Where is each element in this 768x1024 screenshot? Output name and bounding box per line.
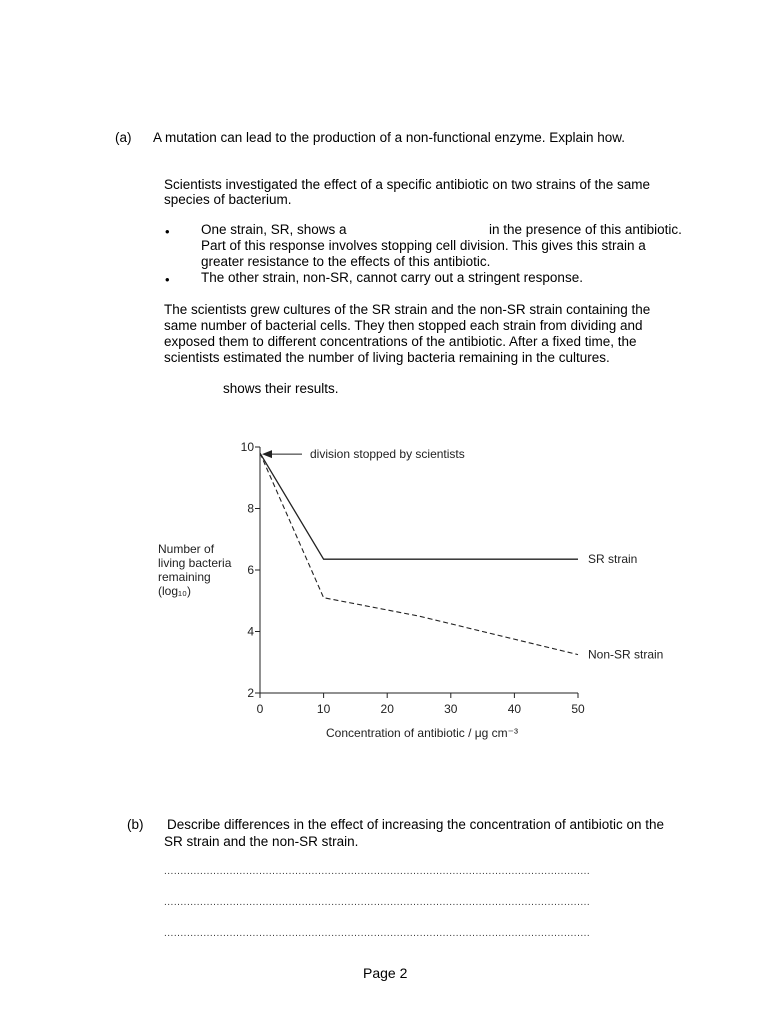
y-label-line-4: (log₁₀) [158, 584, 192, 598]
y-tick-label: 10 [240, 440, 254, 454]
annotation-arrow-head [262, 450, 272, 458]
method-line-2: same number of bacterial cells. They then stopped each strain from dividing and [164, 318, 643, 333]
method-line-1: The scientists grew cultures of the SR strain and the non-SR strain containing the [164, 302, 651, 317]
x-tick-label: 30 [444, 702, 458, 716]
y-tick-label: 8 [247, 501, 254, 516]
bullet-2: The other strain, non-SR, cannot carry out a stringent response. [201, 270, 583, 285]
intro-line-2: species of bacterium. [164, 192, 292, 207]
part-b-label: (b) [127, 817, 144, 832]
sr-strain-legend: SR strain [588, 552, 638, 567]
bullet-1-start: One strain, SR, shows a [201, 222, 347, 237]
method-line-4: scientists estimated the number of living bacteria remaining in the cultures. [164, 350, 610, 365]
bullet-dot-2: • [165, 272, 170, 287]
results-chart [150, 435, 690, 755]
y-label-line-1: Number of [158, 542, 215, 556]
y-label-line-3: remaining [158, 570, 211, 584]
x-tick-label: 10 [316, 702, 331, 716]
page-number: Page 2 [363, 965, 408, 981]
y-tick-label: 2 [247, 686, 254, 700]
bullet-1-end: in the presence of this antibiotic. [489, 222, 682, 237]
bullet-1-line-2: Part of this response involves stopping cell division. This gives this strain a [201, 238, 646, 253]
bullet-dot-1: • [165, 224, 170, 239]
x-tick-label: 40 [507, 702, 522, 716]
answer-line-3[interactable]: .................................................................................................................................. [164, 928, 591, 939]
y-axis-label [158, 542, 232, 598]
answer-line-1[interactable]: .................................................................................................................................. [164, 866, 591, 877]
y-tick-label: 6 [247, 563, 254, 577]
method-line-3: exposed them to different concentrations of the antibiotic. After a fixed time, the [164, 334, 637, 349]
part-a-question: A mutation can lead to the production of a non-functional enzyme. Explain how. [153, 130, 626, 145]
y-tick-label: 4 [247, 624, 254, 639]
shows-results-text: shows their results. [223, 381, 339, 396]
x-tick-label: 20 [380, 702, 394, 716]
answer-line-2[interactable]: .................................................................................................................................. [164, 897, 591, 908]
non-sr-strain-line [260, 453, 578, 654]
intro-line-1: Scientists investigated the effect of a specific antibiotic on two strains of the same [164, 177, 651, 192]
bullet-1-line-3: greater resistance to the effects of this antibiotic. [201, 254, 491, 269]
x-tick-label: 0 [256, 702, 264, 716]
sr-strain-line [260, 453, 578, 559]
y-label-line-2: living bacteria [158, 556, 232, 570]
x-tick-label: 50 [571, 702, 585, 716]
non-sr-strain-legend: Non-SR strain [588, 647, 664, 662]
x-axis-label: Concentration of antibiotic / μg cm⁻³ [326, 726, 518, 740]
part-b-line-1: Describe differences in the effect of increasing the concentration of antibiotic on the [167, 817, 665, 832]
division-stopped-annotation: division stopped by scientists [310, 447, 465, 462]
part-a-label: (a) [115, 130, 132, 145]
part-b-line-2: SR strain and the non-SR strain. [164, 834, 359, 849]
